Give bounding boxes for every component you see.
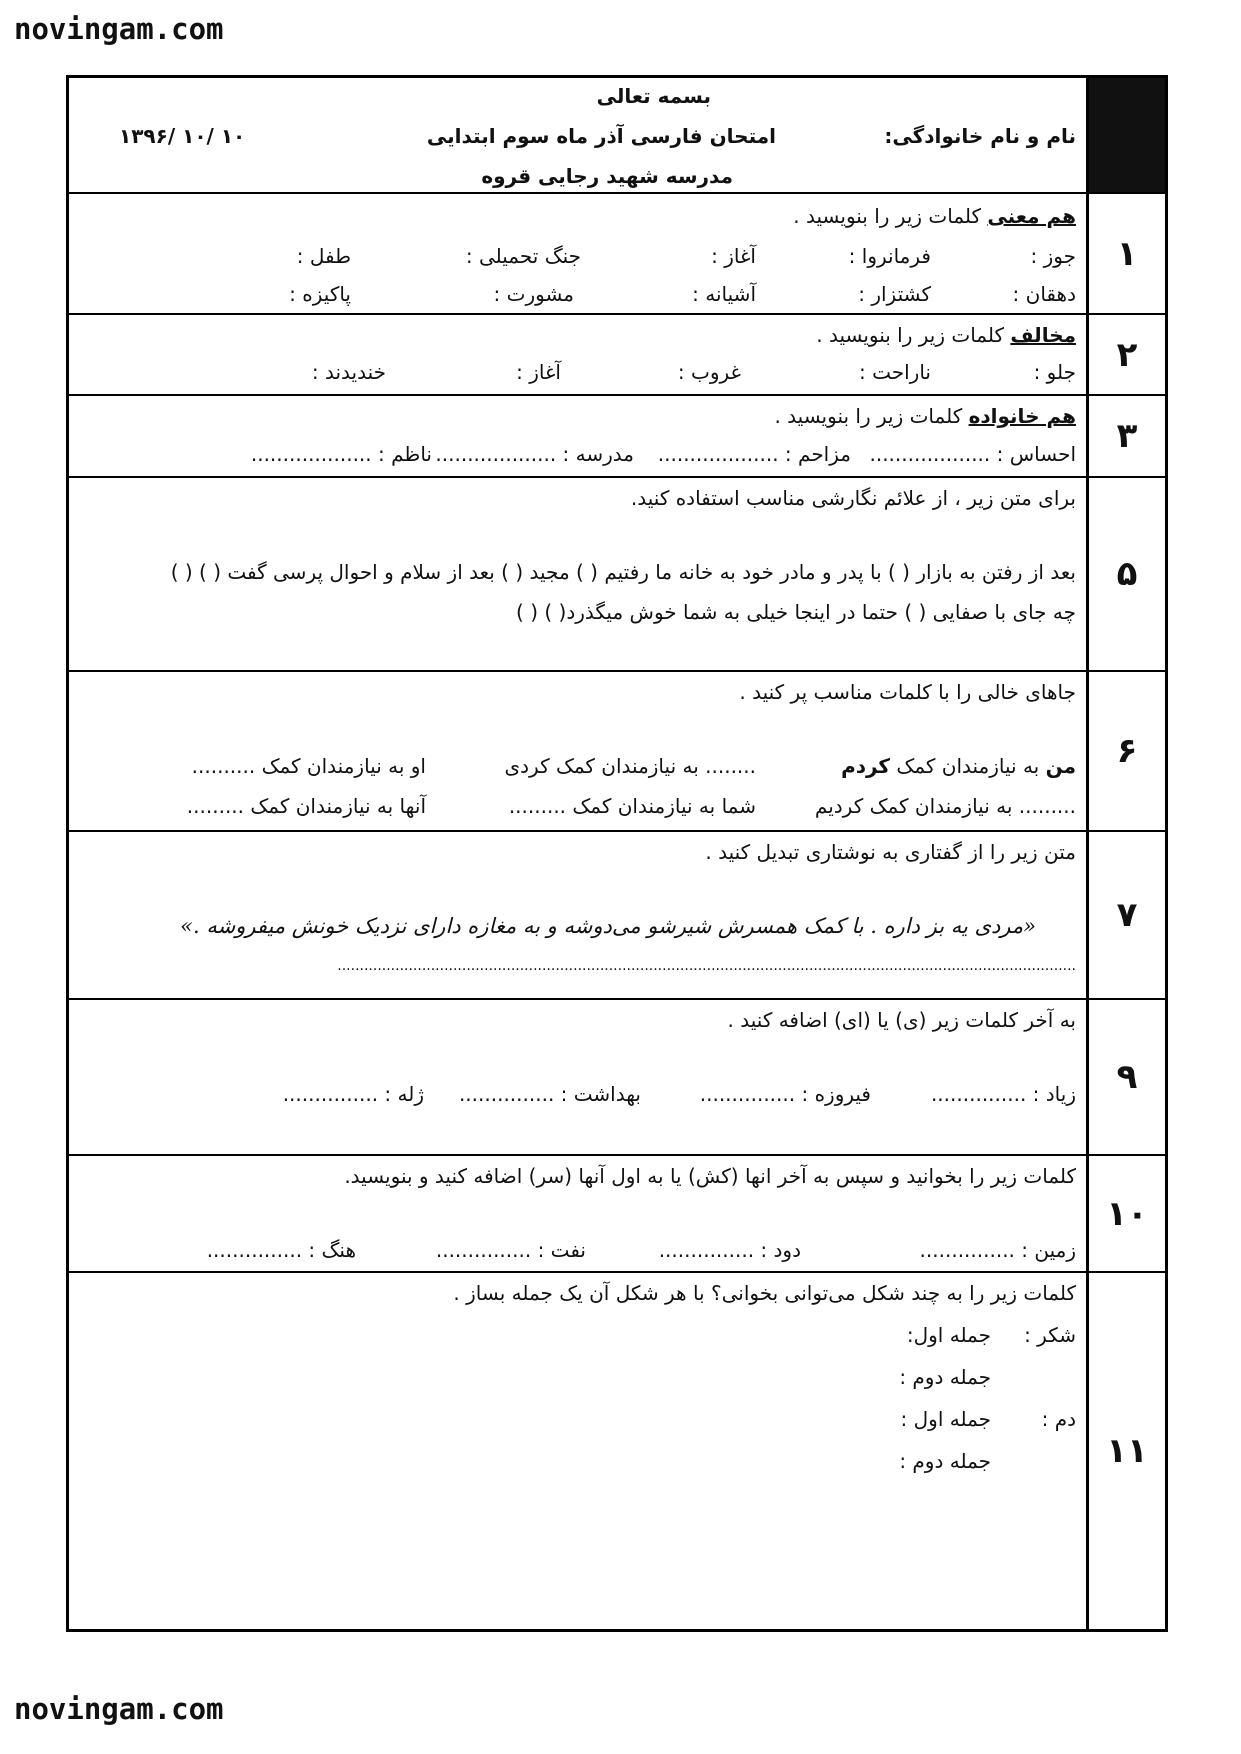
word-item: جوز : (1030, 244, 1076, 268)
exam-date: ۱۰ /۱۰ /۱۳۹۶ (119, 124, 246, 148)
word-item: طفل : (296, 244, 351, 268)
sentence: آنها به نیازمندان کمک ......... (186, 794, 426, 818)
sentence-text: به نیازمندان کمک (890, 754, 1046, 778)
word-item: ناظم : ................... (250, 442, 432, 466)
watermark-top: novingam.com (14, 12, 224, 46)
instruction (774, 404, 1076, 428)
question-number: ۱۱ (1086, 1273, 1165, 1629)
instruction: کلمات زیر را بخوانید و سپس به آخر انها (کش) یا به اول آنها (سر) اضافه کنید و بنویسید. (344, 1164, 1076, 1188)
sentence-bold: کردم (841, 754, 891, 778)
sentence-bold: من (1045, 754, 1076, 778)
instruction: برای متن زیر ، از علائم نگارشی مناسب استفاده کنید. (630, 486, 1076, 510)
exam-sheet (66, 75, 1168, 1632)
question-11 (69, 1273, 1165, 1629)
instruction: کلمات زیر را به چند شکل می‌توانی بخوانی؟ با هر شکل آن یک جمله بساز . (453, 1281, 1076, 1305)
question-1 (69, 194, 1165, 315)
word-item: مزاحم : ................... (657, 442, 851, 466)
word-item: آغاز : (516, 360, 561, 384)
sentence: شما به نیازمندان کمک ......... (508, 794, 756, 818)
instruction: جاهای خالی را با کلمات مناسب پر کنید . (739, 680, 1076, 704)
word-item: بهداشت : ............... (458, 1082, 641, 1106)
word-shekar: شکر : (1024, 1323, 1076, 1347)
question-3 (69, 396, 1165, 478)
question-number: ۳ (1086, 396, 1165, 476)
word-item: مدرسه : ................... (435, 442, 634, 466)
word-item: خندیدند : (311, 360, 386, 384)
word-dam: دم : (1041, 1407, 1076, 1431)
word-item: پاکیزه : (289, 282, 351, 306)
passage-line-1: بعد از رفتن به بازار ( ) با پدر و مادر خود به خانه ما رفتیم ( ) مجید ( ) بعد از سلام و احوال پرسی گفت ( ) ( ) (170, 560, 1076, 584)
instruction-keyword: مخالف (1010, 323, 1076, 347)
instruction (816, 323, 1076, 347)
spoken-text: «مردی یه بز داره . با کمک همسرش شیرشو می‌دوشه و به مغازه دارای نزدیک خونش میفروشه .» (180, 914, 1036, 938)
instruction: متن زیر را از گفتاری به نوشتاری تبدیل کنید . (705, 840, 1076, 864)
instruction-text: کلمات زیر را بنویسید . (816, 323, 1011, 347)
exam-title: امتحان فارسی آذر ماه سوم ابتدایی (426, 124, 776, 148)
word-item: آشیانه : (692, 282, 756, 306)
sentence-label: جمله اول: (906, 1323, 991, 1347)
answer-line: ...................................................................................................................................................................... (337, 958, 1076, 974)
watermark-bottom: novingam.com (14, 1692, 224, 1726)
word-item: احساس : ................... (869, 442, 1076, 466)
question-5 (69, 478, 1165, 672)
word-item: ناراحت : (859, 360, 931, 384)
question-number: ۷ (1086, 832, 1165, 998)
question-number: ۶ (1086, 672, 1165, 830)
instruction-keyword: هم معنی (987, 204, 1076, 228)
sentence (841, 754, 1076, 778)
instruction-text: کلمات زیر را بنویسید . (793, 204, 988, 228)
sentence-label: جمله اول : (900, 1407, 991, 1431)
word-item: دود : ............... (658, 1238, 801, 1262)
sentence: او به نیازمندان کمک .......... (191, 754, 426, 778)
question-7 (69, 832, 1165, 1000)
word-item: ژله : ............... (282, 1082, 424, 1106)
word-item: کشتزار : (858, 282, 931, 306)
question-9 (69, 1000, 1165, 1156)
sentence-label: جمله دوم : (899, 1365, 991, 1389)
word-item: جنگ تحمیلی : (465, 244, 581, 268)
header-row (69, 78, 1165, 194)
instruction: به آخر کلمات زیر (ی) یا (ای) اضافه کنید . (727, 1008, 1076, 1032)
word-item: نفت : ............... (435, 1238, 586, 1262)
word-item: زیاد : ............... (930, 1082, 1076, 1106)
instruction-keyword: هم خانواده (968, 404, 1076, 428)
word-item: مشورت : (493, 282, 574, 306)
bismillah: بسمه تعالی (596, 84, 711, 108)
school-name: مدرسه شهید رجایی قروه (481, 164, 733, 188)
sentence: ......... به نیازمندان کمک کردیم (814, 794, 1076, 818)
question-number: ۱ (1086, 194, 1165, 313)
word-item: آغاز : (711, 244, 756, 268)
question-6 (69, 672, 1165, 832)
word-item: فیروزه : ............... (699, 1082, 871, 1106)
question-2 (69, 315, 1165, 396)
question-number: ۲ (1086, 315, 1165, 394)
word-item: غروب : (677, 360, 741, 384)
question-number: ۱۰ (1086, 1156, 1165, 1271)
word-item: دهقان : (1012, 282, 1076, 306)
header-black-cell (1086, 78, 1165, 192)
sentence-label: جمله دوم : (899, 1449, 991, 1473)
name-label: نام و نام خانوادگی: (884, 124, 1076, 148)
question-number: ۵ (1086, 478, 1165, 670)
word-item: جلو : (1033, 360, 1076, 384)
instruction-text: کلمات زیر را بنویسید . (774, 404, 969, 428)
sentence: ........ به نیازمندان کمک کردی (504, 754, 756, 778)
word-item: فرمانروا : (848, 244, 931, 268)
passage-line-2: چه جای با صفایی ( ) حتما در اینجا خیلی به شما خوش میگذرد( ) ( ) (516, 600, 1076, 624)
question-number: ۹ (1086, 1000, 1165, 1154)
word-item: زمین : ............... (919, 1238, 1076, 1262)
question-10 (69, 1156, 1165, 1273)
instruction (793, 204, 1076, 228)
word-item: هنگ : ............... (206, 1238, 356, 1262)
